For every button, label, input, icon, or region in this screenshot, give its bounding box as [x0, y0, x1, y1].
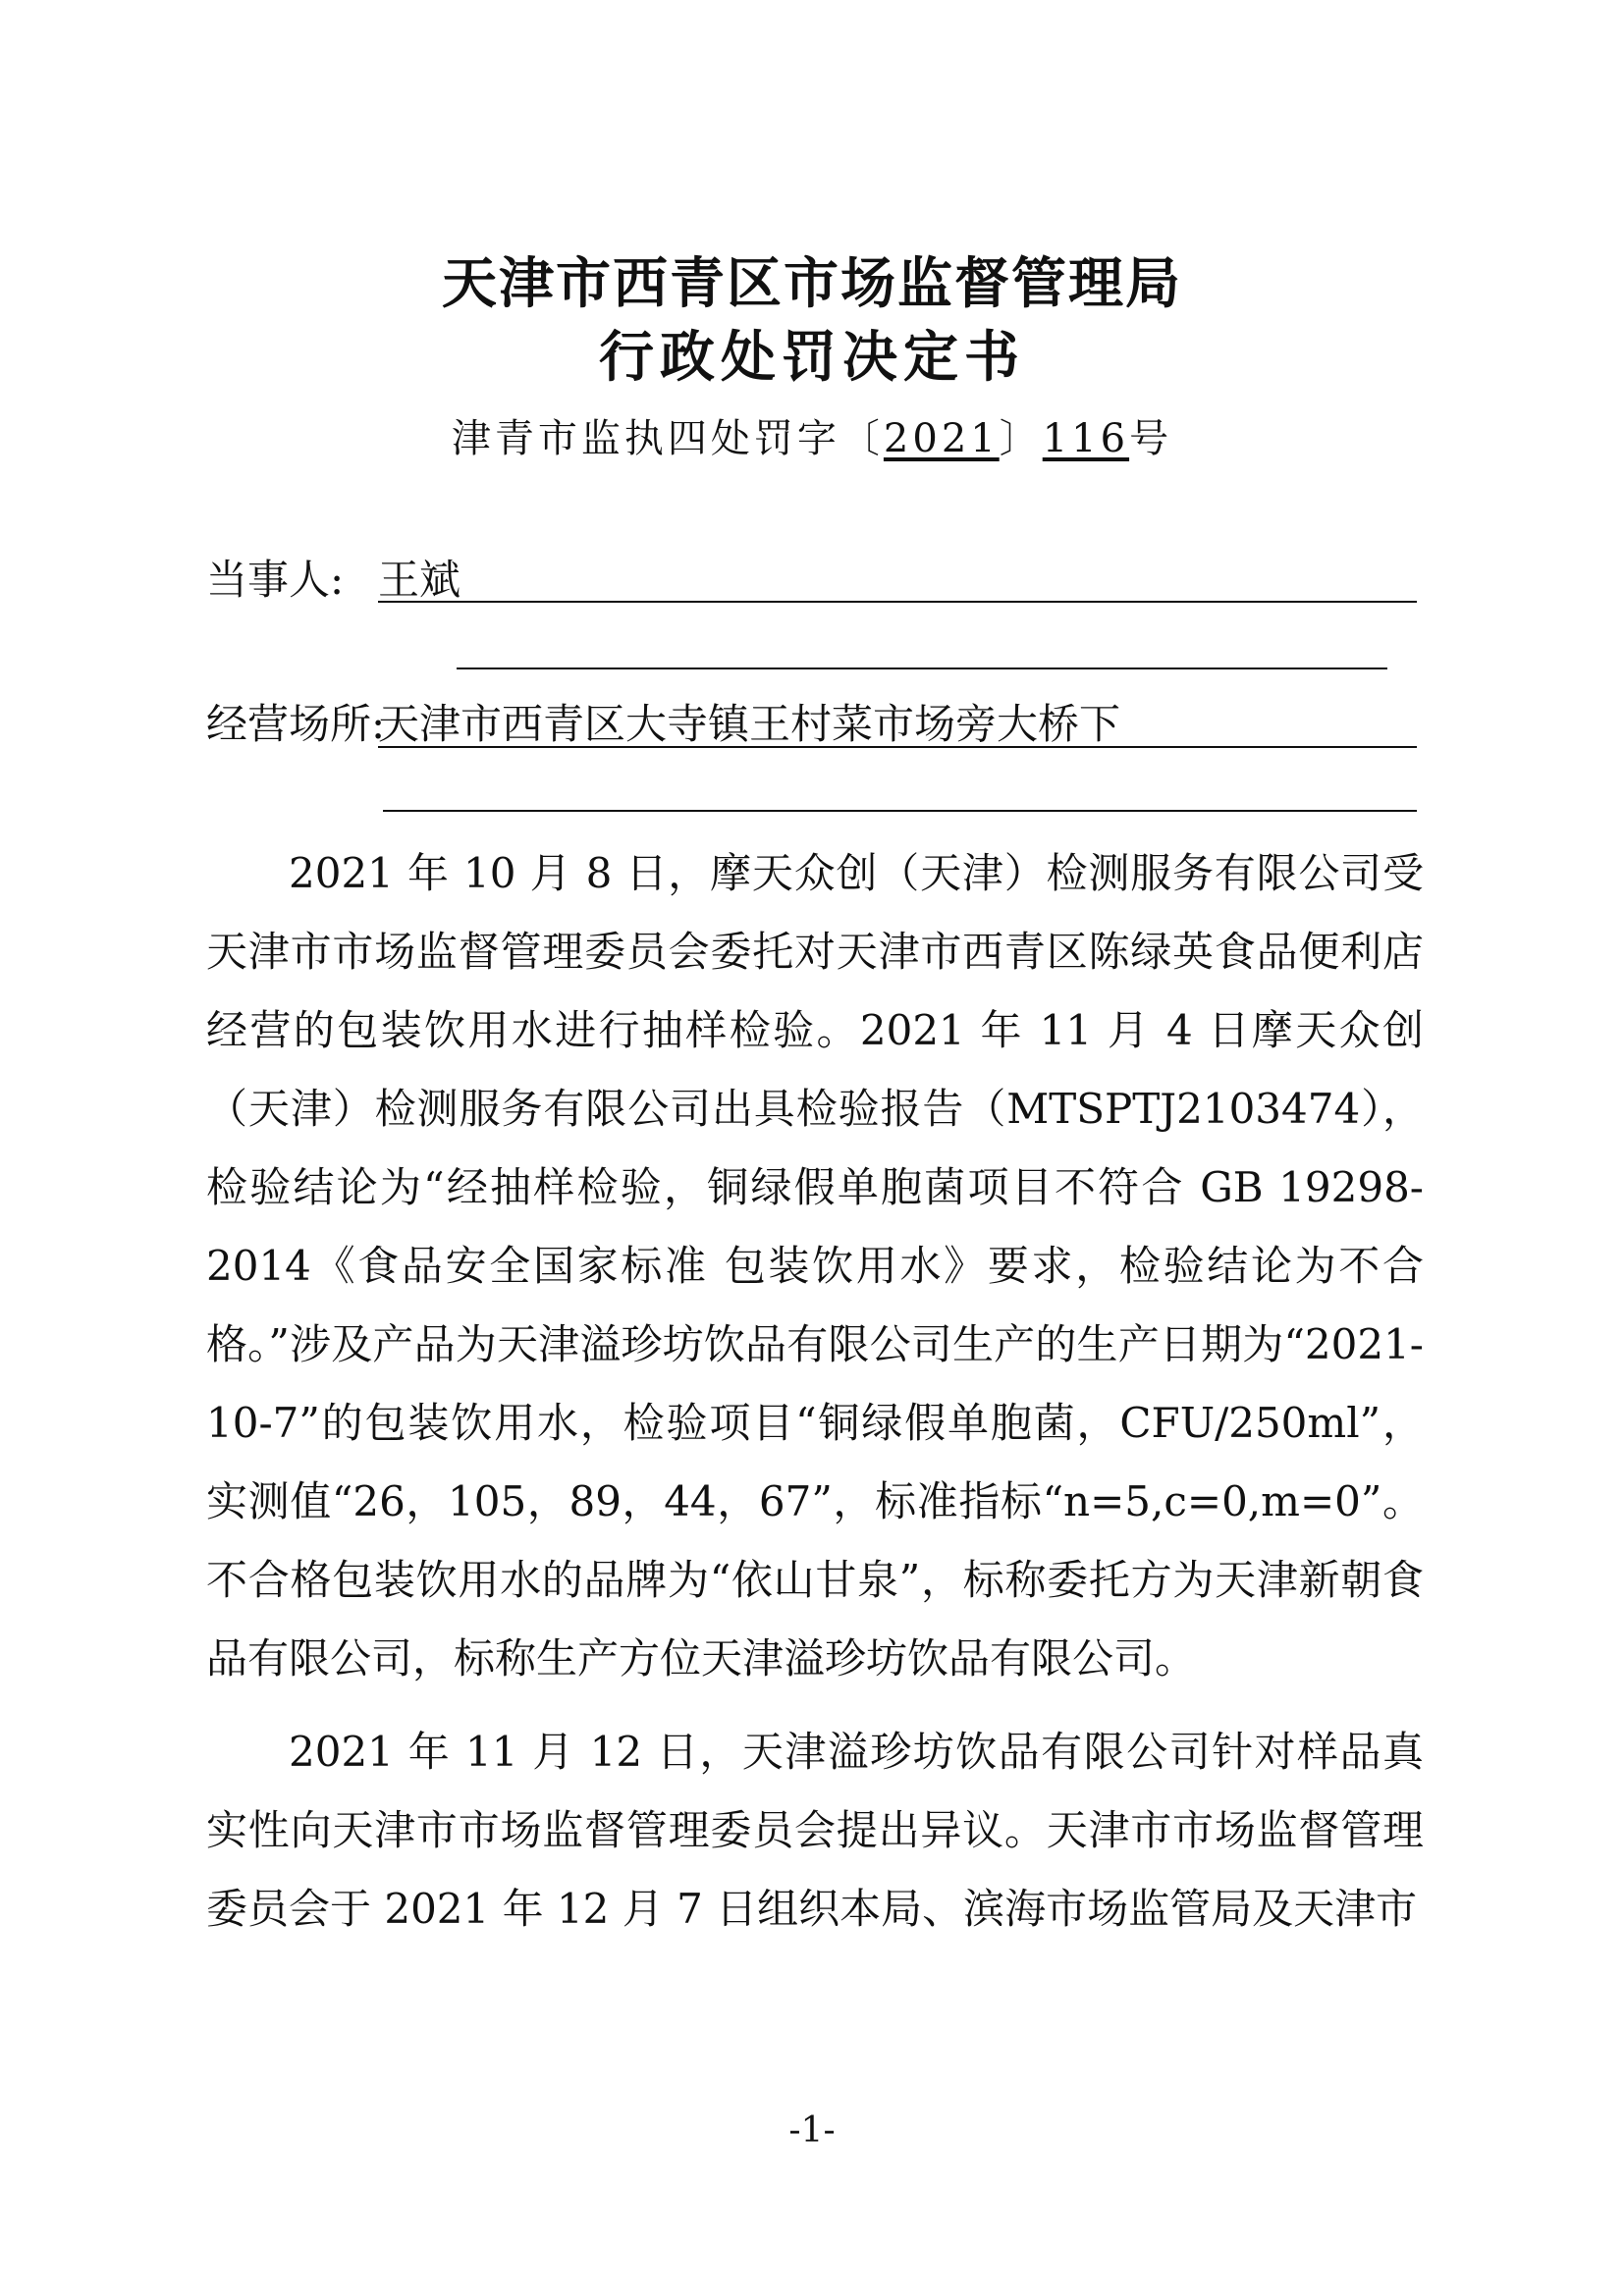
party-label: 当事人: [206, 556, 345, 604]
doc-number-mid: 〕 [999, 416, 1043, 461]
doc-number-prefix: 津青市监执四处罚字〔 [451, 416, 884, 461]
body-paragraph-2: 2021 年 11 月 12 日，天津溢珍坊饮品有限公司针对样品真实性向天津市市场监督管理委员会提出异议。天津市市场监督管理委员会于 2021 年 12 月 7 日组织本局、滨海市场监管局及天津市 [206, 1728, 1424, 1933]
party-underline [378, 601, 1417, 603]
page-number: -1- [788, 2110, 836, 2151]
party-name: 王斌 [378, 556, 461, 604]
location-underline-2 [383, 810, 1417, 812]
document-subtitle: 行政处罚决定书 [599, 326, 1025, 390]
document-title: 天津市西青区市场监督管理局 [442, 252, 1182, 316]
doc-number-year: 2021 [883, 416, 1000, 461]
party-underline-2 [457, 667, 1387, 669]
body-paragraph-1: 2021 年 10 月 8 日，摩天众创（天津）检测服务有限公司受天津市市场监督管理委员会委托对天津市西青区陈绿英食品便利店经营的包装饮用水进行抽样检验。2021 年 11 月 4 日摩天众创（天津）检测服务有限公司出具检验报告（MTSPTJ2103474），检验结论为“经抽样检验，铜绿假单胞菌项目不符合 GB 19298-2014《食品安全国家标准 包装饮用水》要求，检验结论为不合格。”涉及产品为天津溢珍坊饮品有限公司生产的生产日期为“2021-10-7”的包装饮用水，检验项目“铜绿假单胞菌，CFU/250ml”，实测值“26，105，89，44，67”，标准指标“n=5,c=0,m=0”。不合格包装饮用水的品牌为“依山甘泉”，标称委托方为天津新朝食品有限公司，标称生产方位天津溢珍坊饮品有限公司。 [206, 849, 1424, 1682]
doc-number-value: 116 [1042, 416, 1130, 461]
location-underline [378, 746, 1417, 748]
location-address: 天津市西青区大寺镇王村菜市场旁大桥下 [378, 700, 1121, 748]
document-number [0, 407, 1624, 463]
location-label: 经营场所: [206, 700, 386, 748]
doc-number-suffix: 号 [1129, 416, 1173, 461]
